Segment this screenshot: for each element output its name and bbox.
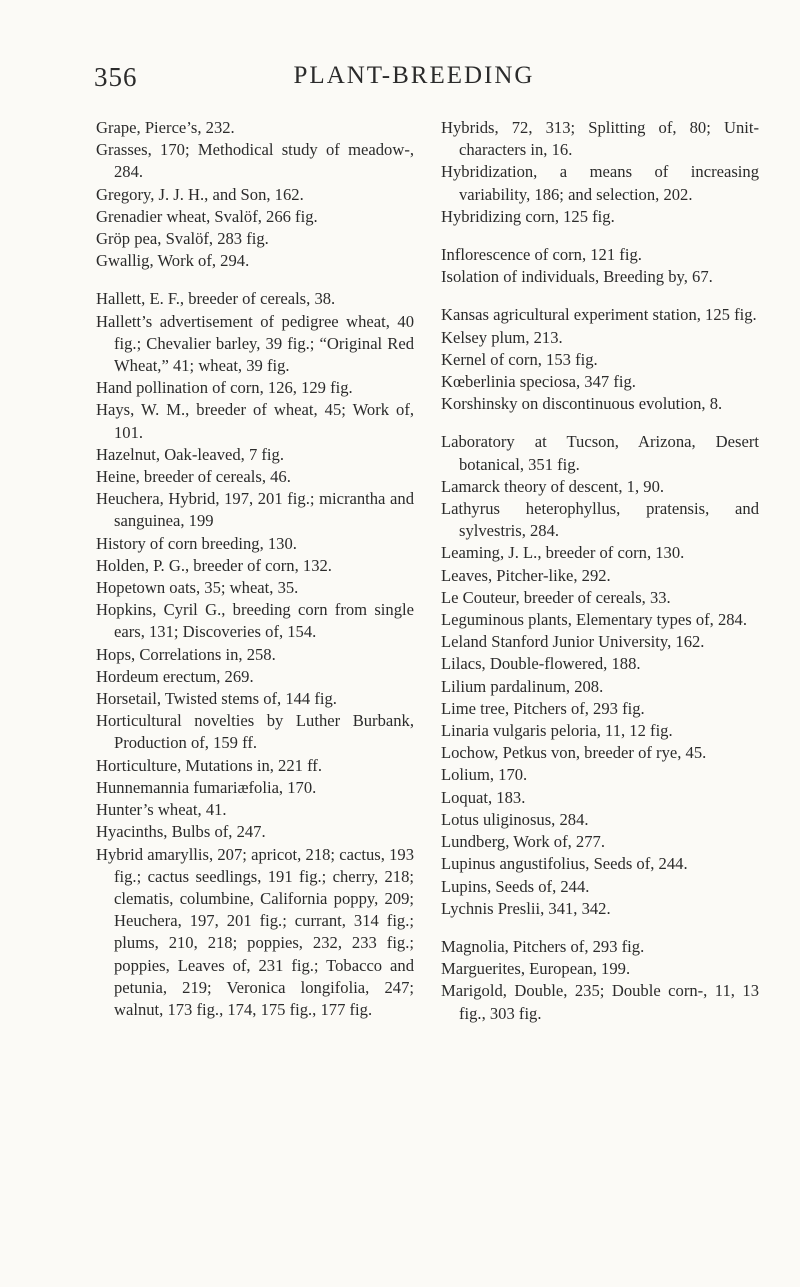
index-entry: Marguerites, European, 199. (441, 959, 631, 979)
index-entry: Heine, breeder of cereals, 46. (96, 467, 291, 487)
index-entry: Gregory, J. J. H., and Son, 162. (96, 184, 304, 204)
index-entry: Lochow, Petkus von, breeder of rye, 45. (441, 743, 707, 763)
index-entry: Leguminous plants, Elementary types of, 284. (441, 610, 748, 630)
index-entry: Kansas agricultural experiment station, 125 fig. (441, 305, 757, 325)
index-letter-group (441, 936, 759, 1025)
index-letter-group (441, 244, 759, 288)
index-letter-group (96, 288, 414, 1021)
index-entry: Grape, Pierce’s, 232. (96, 118, 235, 137)
index-entry: Gwallig, Work of, 294. (96, 251, 250, 271)
index-entry: Lychnis Preslii, 341, 342. (441, 898, 611, 918)
page-number: 356 (94, 62, 138, 92)
index-entry: Loquat, 183. (441, 787, 526, 807)
index-entry: Holden, P. G., breeder of corn, 132. (96, 555, 332, 575)
index-entry: Hunnemannia fumariæfolia, 170. (96, 777, 317, 797)
index-entry: Lotus uliginosus, 284. (441, 809, 589, 829)
index-entry: Lilium pardalinum, 208. (441, 676, 604, 696)
index-entry: Marigold, Double, 235; Double corn-, 11, 13 fig., 303 fig. (441, 981, 759, 1023)
index-entry: Hazelnut, Oak-leaved, 7 fig. (96, 444, 284, 464)
index-entry: Kœberlinia speciosa, 347 fig. (441, 372, 636, 392)
index-entry: Magnolia, Pitchers of, 293 fig. (441, 936, 645, 956)
index-entry: Lupinus angustifolius, Seeds of, 244. (441, 854, 688, 874)
index-entry: Hybridization, a means of increasing variability, 186; and selection, 202. (441, 162, 759, 204)
index-entry: Hybrids, 72, 313; Splitting of, 80; Unit-characters in, 16. (441, 118, 759, 160)
index-entry: Le Couteur, breeder of cereals, 33. (441, 587, 671, 607)
index-entry: Hand pollination of corn, 126, 129 fig. (96, 378, 353, 398)
index-entry: Hays, W. M., breeder of wheat, 45; Work of, 101. (96, 400, 414, 442)
index-column-right (441, 117, 759, 1025)
index-entry: Lilacs, Double-flowered, 188. (441, 654, 641, 674)
index-entry: Hopetown oats, 35; wheat, 35. (96, 578, 299, 598)
index-entry: Leaming, J. L., breeder of corn, 130. (441, 543, 685, 563)
index-entry: Lundberg, Work of, 277. (441, 832, 605, 852)
index-entry: Inflorescence of corn, 121 fig. (441, 245, 642, 265)
index-entry: Grasses, 170; Methodical study of meadow-, 284. (96, 140, 414, 182)
index-entry: Kernel of corn, 153 fig. (441, 349, 598, 369)
index-entry: Hops, Correlations in, 258. (96, 644, 276, 664)
index-entry: Hyacinths, Bulbs of, 247. (96, 822, 266, 842)
index-column-left (96, 117, 414, 1021)
index-entry: Hordeum erectum, 269. (96, 666, 254, 686)
index-entry: Hybrid amaryllis, 207; apricot, 218; cactus, 193 fig.; cactus seedlings, 191 fig.; cherry, 218; clematis, columbine, California poppy, 209; Heuchera, 197, 201 fig.; currant, 314 fig.; plums, 210, 218; poppies, 232, 233 fig.; poppies, Leaves of, 231 fig.; Tobacco and petunia, 219; Veronica longifolia, 247; walnut, 173 fig., 174, 175 fig., 177 fig. (96, 844, 414, 1019)
index-entry: Korshinsky on discontinuous evolution, 8. (441, 394, 723, 414)
index-entry: Horticulture, Mutations in, 221 ff. (96, 755, 322, 775)
index-entry: Hunter’s wheat, 41. (96, 800, 227, 820)
index-letter-group (441, 304, 759, 415)
index-entry: Hopkins, Cyril G., breeding corn from single ears, 131; Discoveries of, 154. (96, 600, 414, 642)
index-entry: Lamarck theory of descent, 1, 90. (441, 476, 665, 496)
index-entry: Leland Stanford Junior University, 162. (441, 632, 705, 652)
index-entry: Lime tree, Pitchers of, 293 fig. (441, 698, 645, 718)
index-entry: History of corn breeding, 130. (96, 533, 297, 553)
index-entry: Lupins, Seeds of, 244. (441, 876, 590, 896)
running-title: PLANT-BREEDING (293, 62, 535, 89)
index-letter-group (441, 431, 759, 919)
index-entry: Linaria vulgaris peloria, 11, 12 fig. (441, 721, 673, 741)
index-entry: Laboratory at Tucson, Arizona, Desert botanical, 351 fig. (441, 432, 759, 474)
index-entry: Hallett, E. F., breeder of cereals, 38. (96, 289, 336, 309)
index-entry: Kelsey plum, 213. (441, 327, 563, 347)
index-entry: Hybridizing corn, 125 fig. (441, 206, 615, 226)
index-letter-group (96, 117, 414, 272)
page-header (94, 62, 734, 102)
index-entry: Lolium, 170. (441, 765, 528, 785)
index-entry: Lathyrus heterophyllus, pratensis, and sylvestris, 284. (441, 499, 759, 541)
index-entry: Horticultural novelties by Luther Burbank, Production of, 159 ff. (96, 711, 414, 753)
index-letter-group (441, 117, 759, 228)
index-entry: Gröp pea, Svalöf, 283 fig. (96, 229, 269, 249)
index-entry: Hallett’s advertisement of pedigree wheat, 40 fig.; Chevalier barley, 39 fig.; “Original Red Wheat,” 41; wheat, 39 fig. (96, 311, 414, 376)
index-entry: Heuchera, Hybrid, 197, 201 fig.; micrantha and sanguinea, 199 (96, 489, 414, 531)
index-entry: Horsetail, Twisted stems of, 144 fig. (96, 689, 337, 709)
index-entry: Isolation of individuals, Breeding by, 67. (441, 267, 713, 287)
index-entry: Grenadier wheat, Svalöf, 266 fig. (96, 206, 318, 226)
index-entry: Leaves, Pitcher-like, 292. (441, 565, 611, 585)
